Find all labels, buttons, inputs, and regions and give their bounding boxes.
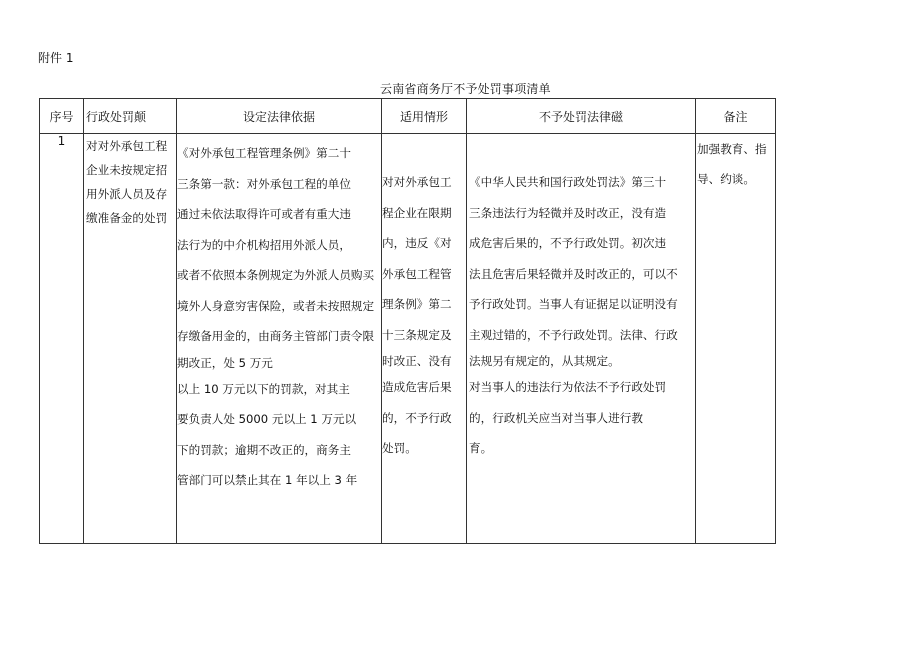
law-line: 《中华人民共和国行政处罚法》第三十 xyxy=(469,175,667,189)
basis-line: 境外人身意穷害保险，或者未按照规定 xyxy=(177,298,375,313)
basis-line: 三条第一款：对外承包工程的单位 xyxy=(177,176,351,191)
law-line: 法且危害后果轻微并及时改正的，可以不 xyxy=(469,266,678,281)
basis-line: 《对外承包工程管理条例》第二十 xyxy=(177,146,351,160)
note-line: 加强教育、指 xyxy=(697,142,767,156)
attachment-label: 附件 1 xyxy=(38,51,74,65)
basis-line: 下的罚款；逾期不改正的，商务主 xyxy=(177,442,351,457)
law-line: 予行政处罚。当事人有证据足以证明没有 xyxy=(469,297,678,311)
cell-category xyxy=(84,134,177,544)
case-line: 程企业在限期 xyxy=(382,205,452,220)
header-note: 备注 xyxy=(696,99,776,134)
law-line: 的，行政机关应当对当事人进行教 xyxy=(469,410,643,425)
penalty-exemption-table xyxy=(39,98,776,544)
cell-exemption-law xyxy=(467,134,696,544)
law-line: 三条违法行为轻微并及时改正，没有造 xyxy=(469,205,667,220)
table-header-row xyxy=(40,99,776,134)
cell-legal-basis xyxy=(177,134,382,544)
case-line: 对对外承包工 xyxy=(382,175,452,189)
basis-line: 或者不依照本条例规定为外派人员购买 xyxy=(177,268,375,282)
case-line: 理条例》第二 xyxy=(382,297,452,311)
law-line: 法规另有规定的，从其规定。 xyxy=(469,354,620,368)
basis-line: 管部门可以禁止其在 1 年以上 3 年 xyxy=(177,473,358,487)
basis-line: 期改正，处 5 万元 xyxy=(177,355,273,370)
category-line: 缴准备金的处罚 xyxy=(86,211,168,225)
header-case: 适用情形 xyxy=(382,99,467,134)
table-row xyxy=(40,134,776,544)
basis-line: 存缴备用金的，由商务主管部门责令限 xyxy=(177,329,375,343)
header-law: 不予处罚法律磁 xyxy=(467,99,696,134)
cell-applicable-case xyxy=(382,134,467,544)
header-seq: 序号 xyxy=(40,99,84,134)
cell-note xyxy=(696,134,776,544)
basis-line: 法行为的中介机构招用外派人员， xyxy=(177,237,351,252)
case-line: 十三条规定及 xyxy=(382,327,452,342)
law-line: 成危害后果的，不予行政处罚。初次违 xyxy=(469,236,667,250)
category-line: 对对外承包工程 xyxy=(86,139,168,153)
case-line: 时改正、没有 xyxy=(382,354,452,368)
category-line: 用外派人员及存 xyxy=(86,187,168,201)
note-line: 导、约谈。 xyxy=(697,172,755,186)
basis-line: 以上 10 万元以下的罚款，对其主 xyxy=(177,381,350,396)
category-line: 企业未按规定招 xyxy=(86,163,168,177)
header-category: 行政处罚颠 xyxy=(84,99,177,134)
law-line: 主观过错的，不予行政处罚。法律、行政 xyxy=(469,327,678,342)
basis-line: 要负责人处 5000 元以上 1 万元以 xyxy=(177,412,357,426)
case-line: 外承包工程管 xyxy=(382,266,452,281)
case-line: 的，不予行政 xyxy=(382,410,452,425)
case-line: 造成危害后果 xyxy=(382,380,452,394)
law-line: 对当事人的违法行为依法不予行政处罚 xyxy=(469,380,667,394)
law-line: 育。 xyxy=(469,441,493,455)
case-line: 内，违反《对 xyxy=(382,236,452,250)
document-title: 云南省商务厅不予处罚事项清单 xyxy=(380,82,551,96)
cell-seq: 1 xyxy=(40,134,84,544)
header-basis: 设定法律依据 xyxy=(177,99,382,134)
case-line: 处罚。 xyxy=(382,441,417,455)
basis-line: 通过未依法取得许可或者有重大违 xyxy=(177,207,351,221)
